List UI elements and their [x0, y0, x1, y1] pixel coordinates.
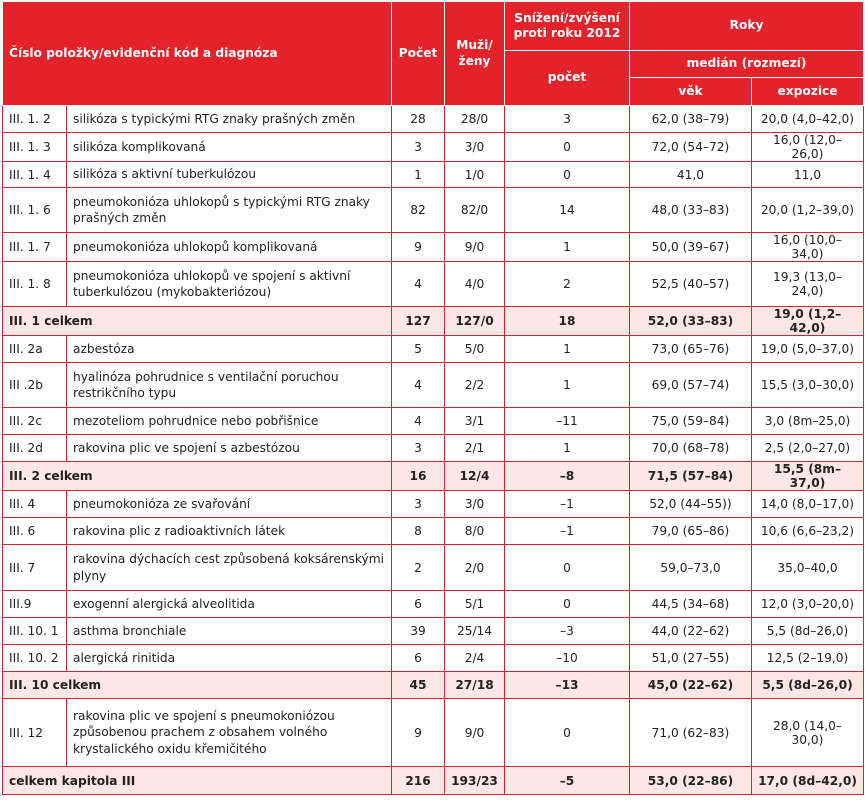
item-code: III. 10. 1	[3, 618, 67, 645]
median-age-cell: 71,5 (57–84)	[630, 462, 752, 491]
item-code: III. 1. 7	[3, 233, 67, 262]
diagnosis: rakovina plic ve spojení s azbestózou	[67, 435, 392, 462]
count-cell: 3	[392, 435, 445, 462]
men-women-cell: 5/0	[445, 336, 505, 363]
exposure-cell: 14,0 (8,0–17,0)	[752, 491, 864, 518]
exposure-cell: 5,5 (8d–26,0)	[752, 618, 864, 645]
men-women-cell: 3/1	[445, 408, 505, 435]
exposure-cell: 16,0 (12,0–26,0)	[752, 133, 864, 162]
diagnosis: rakovina plic z radioaktivních látek	[67, 518, 392, 545]
diagnosis: hyalinóza pohrudnice s ventilační poruchou restrikčního typu	[67, 363, 392, 408]
table-row	[3, 518, 864, 545]
change-cell: 0	[505, 162, 630, 188]
diagnosis: silikóza komplikovaná	[67, 133, 392, 162]
item-code: III. 1. 6	[3, 188, 67, 233]
exposure-cell: 11,0	[752, 162, 864, 188]
exposure-cell: 20,0 (1,2–39,0)	[752, 188, 864, 233]
header-change: Snížení/zvýšení proti roku 2012	[505, 2, 630, 51]
table-row	[3, 106, 864, 133]
count-cell: 8	[392, 518, 445, 545]
change-cell: –10	[505, 645, 630, 672]
count-cell: 4	[392, 408, 445, 435]
exposure-cell: 12,0 (3,0–20,0)	[752, 591, 864, 618]
count-cell: 6	[392, 645, 445, 672]
table-row	[3, 133, 864, 162]
median-age-cell: 59,0–73,0	[630, 545, 752, 591]
table-row	[3, 591, 864, 618]
diagnosis: silikóza s aktivní tuberkulózou	[67, 162, 392, 188]
table-row	[3, 491, 864, 518]
table-row	[3, 699, 864, 767]
change-cell: –11	[505, 408, 630, 435]
change-cell: 1	[505, 435, 630, 462]
exposure-cell: 28,0 (14,0–30,0)	[752, 699, 864, 767]
exposure-cell: 10,6 (6,6–23,2)	[752, 518, 864, 545]
exposure-cell: 5,5 (8d–26,0)	[752, 672, 864, 699]
median-age-cell: 41,0	[630, 162, 752, 188]
change-cell: 0	[505, 591, 630, 618]
men-women-cell: 5/1	[445, 591, 505, 618]
diagnosis: rakovina dýchacích cest způsobená koksárenskými plyny	[67, 545, 392, 591]
diagnosis: pneumokonióza ze svařování	[67, 491, 392, 518]
item-code: III. 2c	[3, 408, 67, 435]
header-men-women: Muži/ ženy	[445, 2, 505, 106]
count-cell: 9	[392, 233, 445, 262]
total-label: III. 10 celkem	[3, 672, 392, 699]
median-age-cell: 53,0 (22–86)	[630, 767, 752, 795]
change-cell: 1	[505, 363, 630, 408]
men-women-cell: 27/18	[445, 672, 505, 699]
exposure-cell: 2,5 (2,0–27,0)	[752, 435, 864, 462]
total-row	[3, 767, 864, 795]
change-cell: –13	[505, 672, 630, 699]
count-cell: 39	[392, 618, 445, 645]
table-row	[3, 233, 864, 262]
diagnosis: rakovina plic ve spojení s pneumokoniózou způsobenou prachem z obsahem volného krystalického oxidu křemičitého	[67, 699, 392, 767]
men-women-cell: 193/23	[445, 767, 505, 795]
diagnosis: asthma bronchiale	[67, 618, 392, 645]
item-code: III. 2d	[3, 435, 67, 462]
total-label: III. 2 celkem	[3, 462, 392, 491]
exposure-cell: 15,5 (8m–37,0)	[752, 462, 864, 491]
exposure-cell: 19,0 (1,2–42,0)	[752, 307, 864, 336]
count-cell: 4	[392, 262, 445, 307]
total-row	[3, 307, 864, 336]
men-women-cell: 2/2	[445, 363, 505, 408]
count-cell: 28	[392, 106, 445, 133]
men-women-cell: 28/0	[445, 106, 505, 133]
exposure-cell: 3,0 (8m–25,0)	[752, 408, 864, 435]
change-cell: –8	[505, 462, 630, 491]
table-row	[3, 435, 864, 462]
median-age-cell: 45,0 (22–62)	[630, 672, 752, 699]
table-row	[3, 262, 864, 307]
diagnosis: exogenní alergická alveolitida	[67, 591, 392, 618]
change-cell: 3	[505, 106, 630, 133]
header-count: Počet	[392, 2, 445, 106]
item-code: III. 1. 3	[3, 133, 67, 162]
diagnosis: pneumokonióza uhlokopů s typickými RTG znaky prašných změn	[67, 188, 392, 233]
median-age-cell: 44,5 (34–68)	[630, 591, 752, 618]
item-code: III. 1. 8	[3, 262, 67, 307]
header-item-diagnosis: Číslo položky/evidenční kód a diagnóza	[3, 2, 392, 106]
men-women-cell: 9/0	[445, 233, 505, 262]
header-age: věk	[630, 78, 752, 106]
men-women-cell: 82/0	[445, 188, 505, 233]
change-cell: 0	[505, 545, 630, 591]
exposure-cell: 16,0 (10,0–34,0)	[752, 233, 864, 262]
header-exposure: expozice	[752, 78, 864, 106]
men-women-cell: 3/0	[445, 491, 505, 518]
change-cell: 18	[505, 307, 630, 336]
table-body	[3, 106, 864, 795]
change-cell: –1	[505, 518, 630, 545]
count-cell: 5	[392, 336, 445, 363]
change-cell: 1	[505, 233, 630, 262]
diagnosis: silikóza s typickými RTG znaky prašných změn	[67, 106, 392, 133]
men-women-cell: 8/0	[445, 518, 505, 545]
diagnosis: azbestóza	[67, 336, 392, 363]
table-row	[3, 188, 864, 233]
change-cell: –1	[505, 491, 630, 518]
median-age-cell: 44,0 (22–62)	[630, 618, 752, 645]
header-years: Roky	[630, 2, 864, 51]
item-code: III.9	[3, 591, 67, 618]
count-cell: 3	[392, 133, 445, 162]
median-age-cell: 71,0 (62–83)	[630, 699, 752, 767]
count-cell: 6	[392, 591, 445, 618]
change-cell: 2	[505, 262, 630, 307]
table-row	[3, 162, 864, 188]
median-age-cell: 72,0 (54–72)	[630, 133, 752, 162]
men-women-cell: 4/0	[445, 262, 505, 307]
change-cell: –5	[505, 767, 630, 795]
count-cell: 2	[392, 545, 445, 591]
median-age-cell: 79,0 (65–86)	[630, 518, 752, 545]
median-age-cell: 62,0 (38–79)	[630, 106, 752, 133]
item-code: III. 1. 2	[3, 106, 67, 133]
diagnosis: alergická rinitida	[67, 645, 392, 672]
table-row	[3, 618, 864, 645]
header-change-count: počet	[505, 51, 630, 106]
exposure-cell: 19,3 (13,0–24,0)	[752, 262, 864, 307]
diagnosis: pneumokonióza uhlokopů ve spojení s aktivní tuberkulózou (mykobakteriózou)	[67, 262, 392, 307]
item-code: III. 1. 4	[3, 162, 67, 188]
total-row	[3, 672, 864, 699]
exposure-cell: 35,0–40,0	[752, 545, 864, 591]
diagnosis: pneumokonióza uhlokopů komplikovaná	[67, 233, 392, 262]
count-cell: 3	[392, 491, 445, 518]
exposure-cell: 19,0 (5,0–37,0)	[752, 336, 864, 363]
item-code: III. 6	[3, 518, 67, 545]
item-code: III. 10. 2	[3, 645, 67, 672]
change-cell: 1	[505, 336, 630, 363]
men-women-cell: 9/0	[445, 699, 505, 767]
count-cell: 45	[392, 672, 445, 699]
count-cell: 127	[392, 307, 445, 336]
median-age-cell: 48,0 (33–83)	[630, 188, 752, 233]
median-age-cell: 52,5 (40–57)	[630, 262, 752, 307]
median-age-cell: 52,0 (33–83)	[630, 307, 752, 336]
table-row	[3, 408, 864, 435]
men-women-cell: 12/4	[445, 462, 505, 491]
table-row	[3, 545, 864, 591]
exposure-cell: 15,5 (3,0–30,0)	[752, 363, 864, 408]
table-header	[3, 2, 864, 106]
men-women-cell: 3/0	[445, 133, 505, 162]
median-age-cell: 73,0 (65–76)	[630, 336, 752, 363]
men-women-cell: 2/4	[445, 645, 505, 672]
change-cell: 0	[505, 133, 630, 162]
item-code: III .2b	[3, 363, 67, 408]
header-median: medián (rozmezí)	[630, 51, 864, 78]
count-cell: 216	[392, 767, 445, 795]
men-women-cell: 2/1	[445, 435, 505, 462]
exposure-cell: 12,5 (2–19,0)	[752, 645, 864, 672]
table-row	[3, 645, 864, 672]
men-women-cell: 1/0	[445, 162, 505, 188]
exposure-cell: 20,0 (4,0–42,0)	[752, 106, 864, 133]
count-cell: 4	[392, 363, 445, 408]
item-code: III. 12	[3, 699, 67, 767]
count-cell: 1	[392, 162, 445, 188]
men-women-cell: 25/14	[445, 618, 505, 645]
count-cell: 9	[392, 699, 445, 767]
men-women-cell: 127/0	[445, 307, 505, 336]
median-age-cell: 70,0 (68–78)	[630, 435, 752, 462]
total-row	[3, 462, 864, 491]
count-cell: 16	[392, 462, 445, 491]
change-cell: 14	[505, 188, 630, 233]
item-code: III. 2a	[3, 336, 67, 363]
median-age-cell: 50,0 (39–67)	[630, 233, 752, 262]
table-row	[3, 336, 864, 363]
total-label: celkem kapitola III	[3, 767, 392, 795]
count-cell: 82	[392, 188, 445, 233]
item-code: III. 7	[3, 545, 67, 591]
median-age-cell: 52,0 (44–55))	[630, 491, 752, 518]
men-women-cell: 2/0	[445, 545, 505, 591]
change-cell: 0	[505, 699, 630, 767]
median-age-cell: 69,0 (57–74)	[630, 363, 752, 408]
median-age-cell: 75,0 (59–84)	[630, 408, 752, 435]
diagnosis: mezoteliom pohrudnice nebo pobřišnice	[67, 408, 392, 435]
occupational-disease-table	[2, 1, 864, 795]
exposure-cell: 17,0 (8d–42,0)	[752, 767, 864, 795]
median-age-cell: 51,0 (27–55)	[630, 645, 752, 672]
table-row	[3, 363, 864, 408]
total-label: III. 1 celkem	[3, 307, 392, 336]
change-cell: –3	[505, 618, 630, 645]
item-code: III. 4	[3, 491, 67, 518]
